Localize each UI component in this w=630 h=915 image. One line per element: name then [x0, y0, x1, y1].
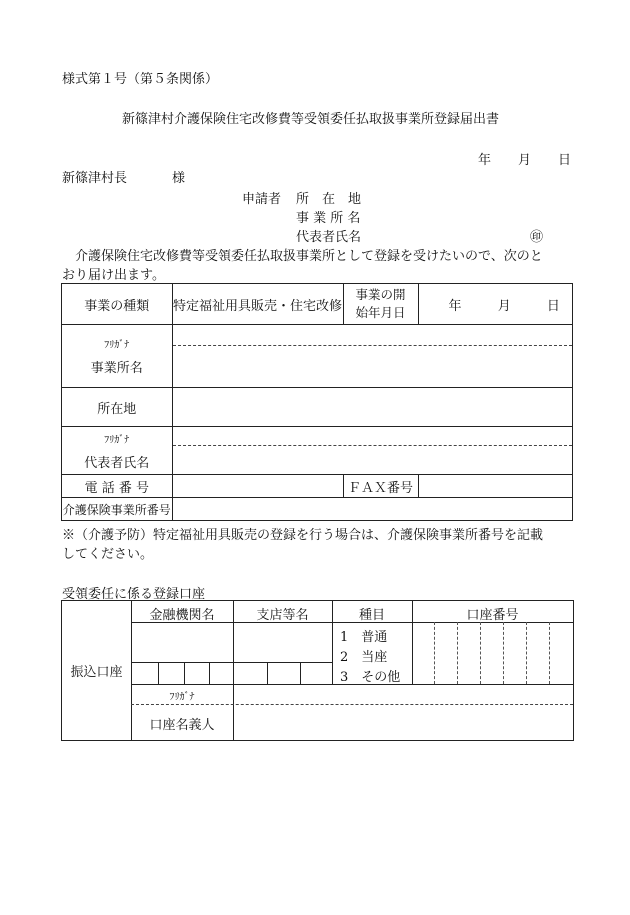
account-number-header: 口座番号	[466, 608, 519, 623]
date-year: 年	[478, 153, 492, 168]
insurance-number-label: 介護保険事業所番号	[62, 498, 173, 521]
intro-line-1: 介護保険住宅改修費等受領委任払取扱事業所として登録を受けたいので、次のと	[62, 249, 543, 264]
rep-name-field[interactable]	[172, 427, 572, 475]
location-label: 所在地	[62, 388, 173, 427]
account-section-title: 受領委任に係る登録口座	[62, 587, 206, 602]
applicant-label: 申請者	[242, 192, 282, 207]
start-month: 月	[497, 298, 511, 314]
account-kind-header: 種目	[358, 608, 385, 623]
start-date-label	[343, 284, 418, 325]
start-date-label-2: 始年月日	[355, 305, 406, 320]
rep-name-label	[62, 427, 173, 475]
account-table	[61, 600, 574, 741]
intro-line-2: おり届け出ます。	[62, 268, 165, 283]
furigana-label-2: ﾌﾘｶﾞﾅ	[104, 434, 130, 446]
office-name-label	[62, 325, 173, 388]
transfer-account-label: 振込口座	[70, 665, 123, 680]
note-line-2: してください。	[62, 547, 154, 562]
rep-label: 代表者氏名	[296, 230, 362, 245]
registration-table	[61, 283, 573, 521]
addressee: 新篠津村長	[62, 171, 128, 186]
account-holder-label: 口座名義人	[149, 718, 215, 733]
start-date-label-1: 事業の開	[355, 287, 406, 302]
start-year: 年	[448, 298, 462, 314]
start-day: 日	[546, 298, 560, 314]
business-type-label: 事業の種類	[62, 284, 173, 325]
start-date-field[interactable]	[418, 284, 572, 325]
office-name-text: 事業所名	[90, 361, 143, 376]
furigana-divider-2	[173, 445, 572, 446]
seal-mark: ㊞	[530, 230, 544, 245]
kind-option-current[interactable]: 2 当座	[340, 650, 388, 665]
kind-option-ordinary[interactable]: 1 普通	[340, 630, 388, 645]
address-label: 所 在 地	[296, 192, 362, 207]
note-line-1: ※（介護予防）特定福祉用具販売の登録を行う場合は、介護保険事業所番号を記載	[62, 528, 544, 543]
location-field[interactable]	[172, 388, 572, 427]
date-month: 月	[518, 153, 532, 168]
fax-label: ＦＡＸ番号	[343, 475, 418, 498]
branch-header: 支店等名	[256, 608, 309, 623]
phone-label: 電 話 番 号	[62, 475, 173, 498]
bank-name-header: 金融機関名	[149, 608, 215, 623]
page-title: 新篠津村介護保険住宅改修費等受領委任払取扱事業所登録届出書	[122, 112, 500, 127]
rep-name-text: 代表者氏名	[84, 455, 150, 471]
business-type-value: 特定福祉用具販売・住宅改修	[172, 284, 343, 325]
form-number: 様式第１号（第５条関係）	[62, 72, 219, 87]
honorific: 様	[172, 171, 186, 186]
date-day: 日	[558, 153, 572, 168]
phone-field[interactable]	[172, 475, 343, 498]
holder-furigana-label: ﾌﾘｶﾞﾅ	[169, 692, 195, 703]
fax-field[interactable]	[418, 475, 572, 498]
kind-option-other[interactable]: 3 その他	[340, 670, 401, 685]
furigana-label: ﾌﾘｶﾞﾅ	[104, 340, 130, 351]
insurance-number-field[interactable]	[172, 498, 572, 521]
office-label: 事 業 所 名	[296, 211, 361, 226]
office-name-field[interactable]	[172, 325, 572, 388]
furigana-divider	[173, 345, 572, 346]
